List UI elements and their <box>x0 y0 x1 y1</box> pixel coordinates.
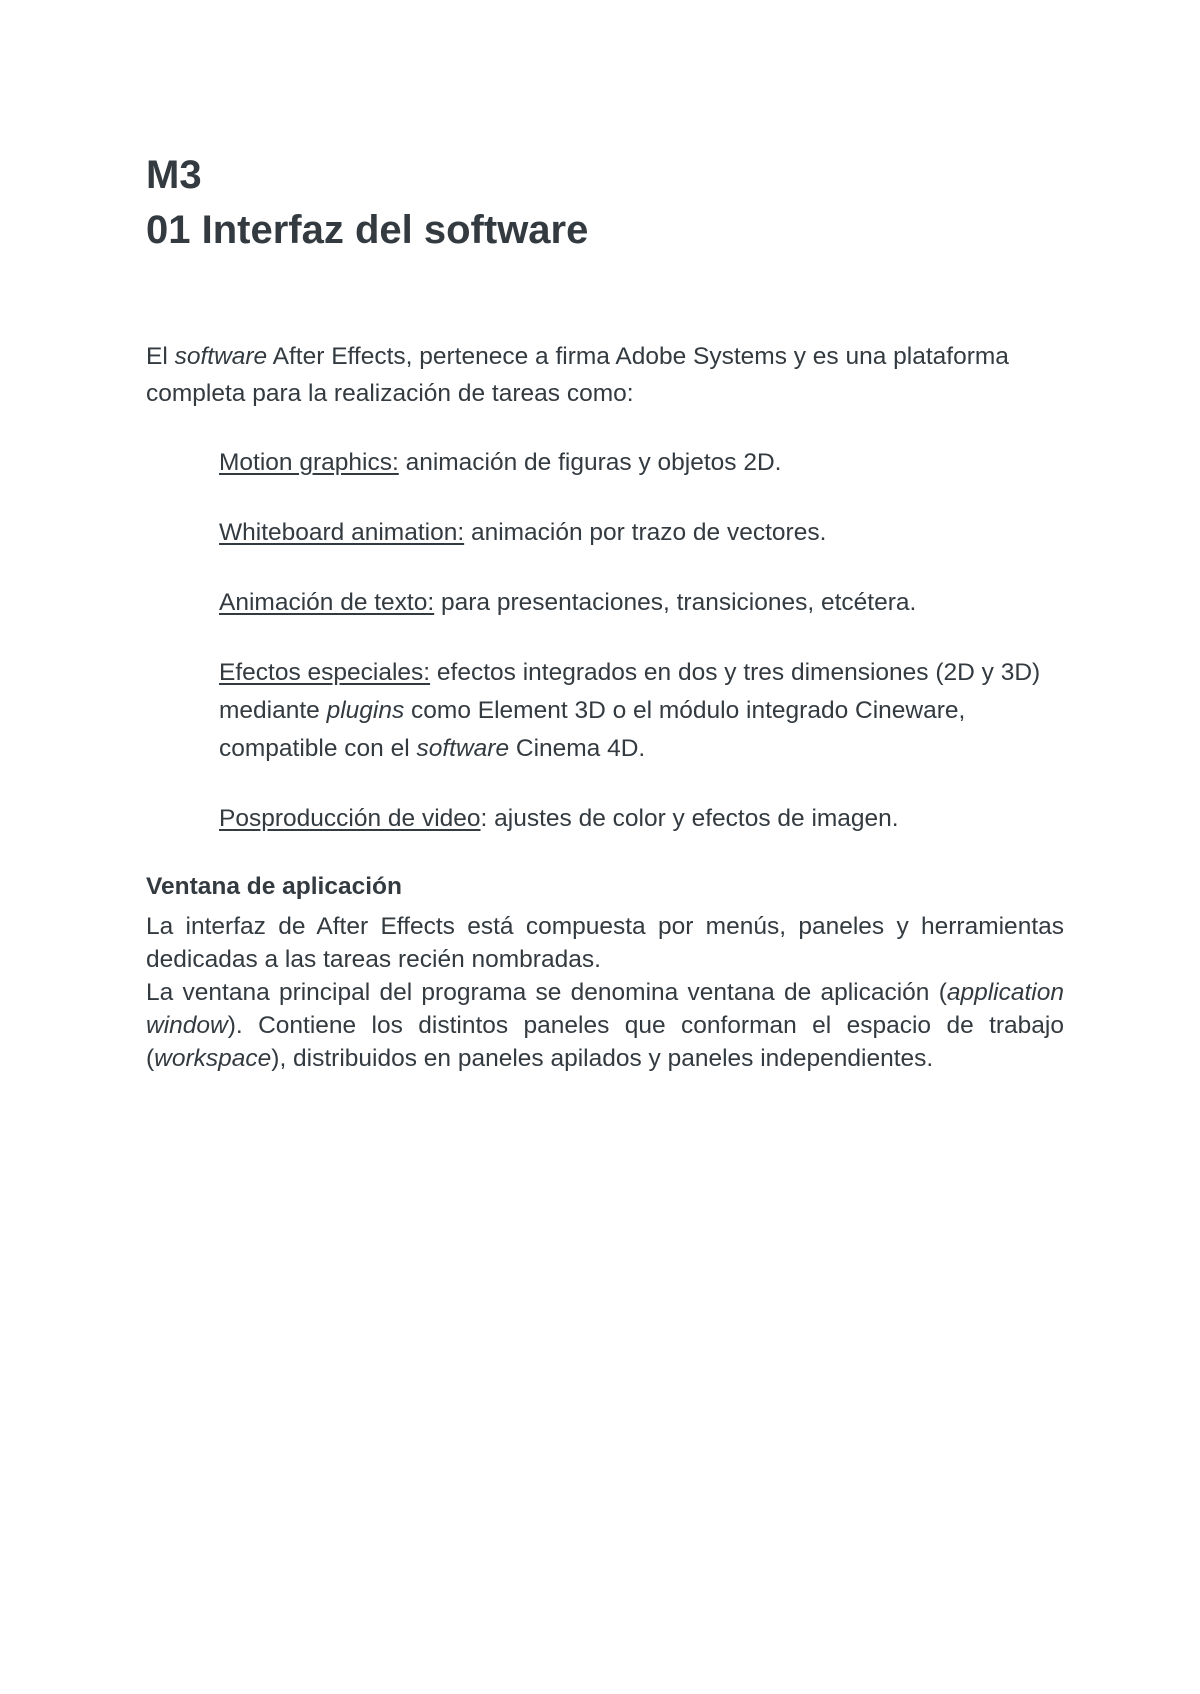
list-item-term: Efectos especiales: <box>219 659 431 686</box>
list-item-text: efectos integrados en dos y tres dimensiones (2D y 3D) mediante <box>219 659 1041 724</box>
list-item-text: : ajustes de color y efectos de imagen. <box>480 805 899 832</box>
section-paragraph-2 <box>146 976 1064 1075</box>
list-item-term: Posproducción de video <box>219 805 481 832</box>
intro-paragraph <box>146 338 1064 412</box>
section-italic: application window <box>146 979 1064 1039</box>
list-item-motion-graphics <box>219 444 1064 482</box>
list-item-text: Cinema 4D. <box>509 735 646 762</box>
section-text: ). Contiene los distintos paneles que conforman el espacio de trabajo ( <box>146 1012 1064 1072</box>
list-item-whiteboard <box>219 514 1064 552</box>
module-label: M3 <box>146 153 202 197</box>
task-list <box>219 444 1064 838</box>
section-paragraph-1: La interfaz de After Effects está compuesta por menús, paneles y herramientas dedicadas a las tareas recién nombradas. <box>146 913 1064 973</box>
intro-text-start: El <box>146 343 175 370</box>
list-item-text: como Element 3D o el módulo integrado Cineware, compatible con el <box>219 697 966 762</box>
list-item-italic: plugins <box>326 697 405 724</box>
section-heading: Ventana de aplicación <box>146 873 402 900</box>
intro-text-rest: After Effects, pertenece a firma Adobe Systems y es una plataforma completa para la realización de tareas como: <box>146 343 1009 407</box>
list-item-text: para presentaciones, transiciones, etcétera. <box>434 589 917 616</box>
list-item-term: Animación de texto: <box>219 589 435 616</box>
section-italic: workspace <box>154 1045 272 1072</box>
intro-italic-software: software <box>174 343 268 370</box>
list-item-italic: software <box>416 735 510 762</box>
list-item-postproduction <box>219 800 1064 838</box>
document-page <box>146 150 1064 1075</box>
section-text: La ventana principal del programa se denomina ventana de aplicación ( <box>146 979 947 1006</box>
page-title: 01 Interfaz del software <box>146 208 589 252</box>
list-item-term: Whiteboard animation: <box>219 519 465 546</box>
section-text: ), distribuidos en paneles apilados y paneles independientes. <box>271 1045 934 1072</box>
list-item-text-animation <box>219 584 1064 622</box>
list-item-text: animación por trazo de vectores. <box>464 519 827 546</box>
list-item-text: animación de figuras y objetos 2D. <box>398 449 782 476</box>
list-item-special-effects <box>219 654 1064 768</box>
list-item-term: Motion graphics: <box>219 449 399 476</box>
